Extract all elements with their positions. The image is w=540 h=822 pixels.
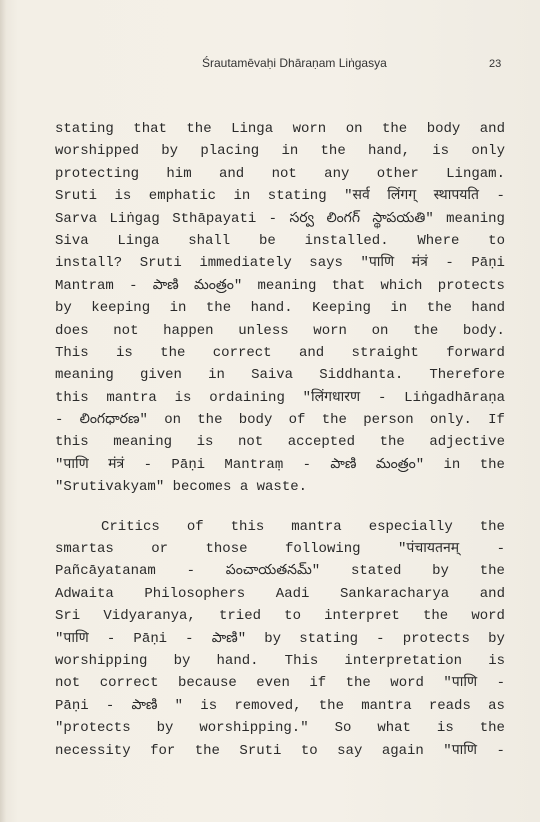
page-number: 23 bbox=[489, 58, 502, 70]
text-line: protecting him and not any other Lingam. bbox=[55, 165, 505, 182]
text-line: "पाणि - Pāṇi - పాణి" by stating - protects by bbox=[55, 630, 505, 647]
text-line: meaning given in Saiva Siddhanta. Therefore bbox=[55, 367, 505, 384]
text-line: this mantra is ordaining "लिंगधारण - Liṅgadhāraṇa bbox=[55, 389, 505, 406]
text-line: Critics of this mantra especially the bbox=[101, 518, 505, 535]
text-line: this meaning is not accepted the adjective bbox=[55, 434, 505, 451]
text-line: Sarva Liṅgag Sthāpayati - సర్వ లింగగ్ స్థాపయతి" meaning bbox=[55, 210, 505, 227]
text-line: Pañcāyatanam - పంచాయతనమ్" stated by the bbox=[55, 563, 505, 580]
page-binding-edge bbox=[0, 0, 6, 822]
text-line: - లింగధారణ" on the body of the person only. If bbox=[55, 412, 505, 429]
text-line: Pāṇi - పాణి " is removed, the mantra reads as bbox=[55, 697, 505, 714]
text-line: not correct because even if the word "पाणि - bbox=[55, 675, 505, 692]
text-line: Sri Vidyaranya, tried to interpret the word bbox=[55, 608, 505, 625]
text-line: install? Sruti immediately says "पाणि मंत्रं - Pāṇi bbox=[55, 255, 505, 272]
text-line: Mantram - పాణి మంత్రం" meaning that which protects bbox=[55, 277, 505, 294]
text-line: does not happen unless worn on the body. bbox=[55, 322, 505, 339]
text-line: Siva Linga shall be installed. Where to bbox=[55, 232, 505, 249]
text-line: "पाणि मंत्रं - Pāṇi Mantraṃ - పాణి మంత్రం" in the bbox=[55, 456, 505, 473]
page-header bbox=[0, 52, 540, 72]
text-line: "protects by worshipping." So what is the bbox=[55, 720, 505, 737]
text-line: worshipping by hand. This interpretation is bbox=[55, 652, 505, 669]
running-title: Śrautamēvaḥi Dhāraṇam Liṅgasya bbox=[202, 56, 387, 70]
paragraph-1 bbox=[55, 118, 505, 499]
text-line: by keeping in the hand. Keeping in the hand bbox=[55, 300, 505, 317]
text-line: stating that the Linga worn on the body and bbox=[55, 121, 505, 137]
text-line: necessity for the Sruti to say again "पाणि - bbox=[55, 742, 505, 759]
paragraph-2 bbox=[55, 516, 505, 762]
text-line: Adwaita Philosophers Aadi Sankaracharya and bbox=[55, 585, 505, 602]
text-line: "Srutivakyam" becomes a waste. bbox=[55, 479, 308, 496]
page-body bbox=[55, 118, 505, 762]
text-line: This is the correct and straight forward bbox=[55, 344, 505, 361]
text-line: smartas or those following "पंचायतनम् - bbox=[55, 541, 505, 558]
text-line: worshipped by placing in the hand, is only bbox=[55, 143, 505, 160]
text-line: Sruti is emphatic in stating "सर्व लिंगग् स्थापयति - bbox=[55, 188, 505, 205]
